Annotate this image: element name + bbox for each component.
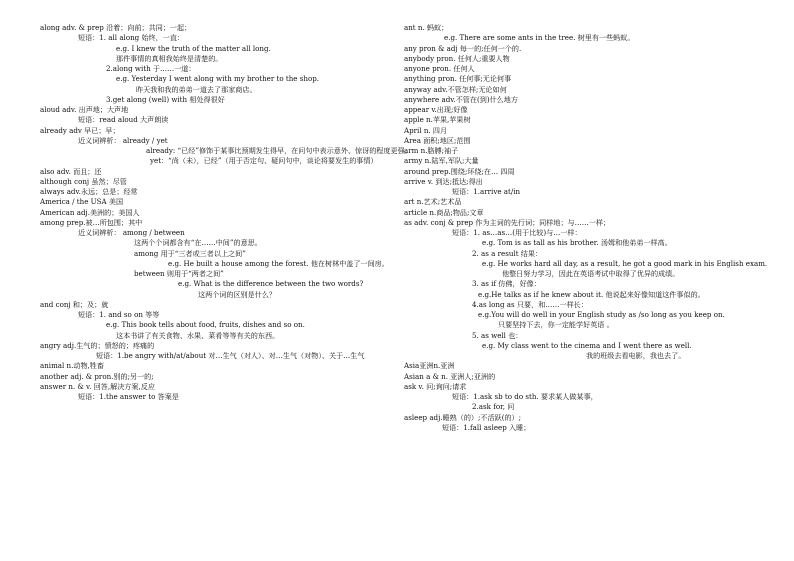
right-entry-line: anyone pron. 任何人 <box>404 64 475 73</box>
right-entry-line: 2.ask for, 问 <box>472 402 515 412</box>
right-entry-line: anyway adv.不管怎样;无论如何 <box>404 84 507 94</box>
left-entry-line: 近义词辨析： among / between <box>78 228 185 237</box>
left-entry-line: yet：“尚（未），已经”（用于否定句、疑问句中，谈论将要发生的事情） <box>150 156 378 166</box>
left-entry-line: American adj.美洲的；美国人 <box>40 207 140 217</box>
right-entry-line: e.g.You will do well in your English study as /so long as you keep on. <box>478 310 725 319</box>
right-entry-line: article n.商品;物品;文章 <box>404 207 484 217</box>
right-entry-line: apple n.苹果,苹果树 <box>404 115 471 125</box>
right-entry-line: anywhere adv.不管在(到)什么地方 <box>404 94 518 104</box>
right-entry-line: e.g. My class went to the cinema and I went there as well. <box>482 340 692 350</box>
left-entry-line: also adv. 而且；还 <box>40 166 102 176</box>
left-entry-line: America / the USA 美国 <box>40 197 124 207</box>
left-entry-line: 那件事情的真相我始终是清楚的。 <box>116 53 223 63</box>
left-entry-line: 短语：1.be angry with/at/about 对…生气（对人）、对…生气（对物）、关于…生气 <box>96 351 365 360</box>
right-entry-line: asleep adj.睡熟（的）;不活跃(的）; <box>404 412 522 422</box>
right-entry-line: 4.as long as 只要，和……一样长： <box>472 299 588 309</box>
left-entry-line: 短语：1. all along 始终，一直： <box>78 33 185 43</box>
left-entry-line: and conj 和；及；就 <box>40 299 109 309</box>
left-entry-line: aloud adv. 出声地；大声地 <box>40 105 129 114</box>
left-entry-line: between 则用于“两者之间” <box>134 269 224 278</box>
right-entry-line: 2. as a result 结果： <box>472 248 543 258</box>
left-entry-line: animal n.动物,牲畜 <box>40 361 104 371</box>
left-entry-line: along adv. & prep 沿着；向前；共同；一起； <box>40 23 192 32</box>
right-entry-line: 短语：1.fall asleep 入睡； <box>442 422 531 432</box>
left-entry-line: 2.along with 于……一道： <box>106 64 196 73</box>
left-entry-line: 短语：read aloud 大声朗读 <box>78 115 169 125</box>
left-entry-line: e.g. What is the difference between the two words? <box>178 279 364 289</box>
right-entry-line: any pron & adj 每一的;任何一个的. <box>404 43 522 53</box>
left-entry-line: 这两个个词都含有“在……中间”的意思。 <box>134 238 262 248</box>
right-entry-line: Asia亚洲n.亚洲 <box>404 361 455 371</box>
right-entry-line: Asian a & n. 亚洲人;亚洲的 <box>404 371 496 381</box>
right-entry-line: ask v. 问;询问;请求 <box>404 381 467 391</box>
left-entry-line: e.g. He built a house among the forest. 他在树林中盖了一间房。 <box>168 258 389 268</box>
right-entry-line: 他整日努力学习，因此在英语考试中取得了优异的成绩。 <box>502 269 680 278</box>
right-entry-line: as adv. conj & prep 作为主词的先行词；同样地；与……一样； <box>404 217 611 227</box>
right-entry-line: appear v.出现;好像 <box>404 105 468 114</box>
left-entry-line: e.g. This book tells about food, fruits, dishes and so on. <box>106 320 305 330</box>
left-entry-line: another adj. & pron.别的;另一的; <box>40 371 154 381</box>
left-column <box>40 23 412 402</box>
left-entry-line: already: “已经”修饰于某事比预期发生得早，在问句中表示意外、惊讶的程度更强。 <box>146 146 412 155</box>
right-entry-line: 5. as well 也： <box>472 330 523 340</box>
left-entry-line: 这两个词的区别是什么？ <box>198 289 277 299</box>
right-entry-line: Area 面积;地区;范围 <box>404 135 471 145</box>
left-entry-line: 昨天我和我的弟弟一道去了那家商店。 <box>136 84 257 94</box>
left-entry-line: 近义词辨析： already / yet <box>78 135 168 145</box>
left-entry-line: already adv 早已；早； <box>40 125 120 135</box>
right-entry-line: art n.艺术;艺术品 <box>404 197 462 207</box>
right-entry-line: arrive v. 到达;抵达;得出 <box>404 176 483 186</box>
right-entry-line: anybody pron. 任何人;重要人物 <box>404 53 510 63</box>
right-entry-line: 短语：1.ask sb to do sth. 要求某人做某事， <box>452 392 598 401</box>
right-column <box>404 23 768 433</box>
right-entry-line: 3. as if 仿佛，好像： <box>472 279 541 289</box>
right-entry-line: e.g. Tom is as tall as his brother. 汤姆和他弟弟一样高。 <box>482 238 672 248</box>
right-entry-line: anything pron. 任何事;无论何事 <box>404 74 512 84</box>
right-entry-line: e.g. There are some ants in the tree. 树里有一些蚂蚁。 <box>444 33 635 43</box>
right-entry-line: 短语：1. as…as…(用于比较)与…一样： <box>452 228 582 237</box>
right-entry-line: e.g.He talks as if he knew about it. 他说起来好像知道这件事似的。 <box>478 289 705 299</box>
left-entry-line: 这本书讲了有关食物、水果、菜肴等等有关的东西。 <box>116 330 280 340</box>
right-entry-line: e.g. He works hard all day, as a result, he got a good mark in his English exam. <box>482 258 768 268</box>
left-entry-line: 短语：1. and so on 等等 <box>78 310 160 319</box>
right-entry-line: 只要坚持下去，你一定能学好英语 。 <box>498 320 614 330</box>
left-entry-line: angry adj.生气的；愤怒的；疼痛的 <box>40 340 155 350</box>
right-entry-line: 短语：1.arrive at/in <box>452 187 521 196</box>
right-entry-line: 我的班级去看电影，我也去了。 <box>586 351 686 360</box>
left-entry-line: among 用于“三者或三者以上之间” <box>134 248 246 258</box>
right-entry-line: arm n.胳膊;袖子 <box>404 146 459 155</box>
right-entry-line: army n.陆军,军队;大量 <box>404 156 479 166</box>
left-entry-line: answer n. & v. 回答,解决方案,反应 <box>40 381 155 391</box>
left-entry-line: 短语：1.the answer to 答案是 <box>78 392 179 401</box>
right-entry-line: around prep.围绕;环绕;在… 四周 <box>404 166 515 176</box>
left-entry-line: among prep.被…所包围；其中 <box>40 217 143 227</box>
right-entry-line: April n. 四月 <box>404 125 448 135</box>
left-entry-line: although conj 虽然；尽管 <box>40 176 127 186</box>
right-entry-line: ant n. 蚂蚁； <box>404 23 449 32</box>
left-entry-line: always adv.永远；总是；经常 <box>40 187 138 196</box>
left-entry-line: 3.get along (well) with 相处得很好 <box>106 94 225 104</box>
left-entry-line: e.g. I knew the truth of the matter all long. <box>116 43 271 53</box>
left-entry-line: e.g. Yesterday I went along with my brother to the shop. <box>116 74 320 84</box>
